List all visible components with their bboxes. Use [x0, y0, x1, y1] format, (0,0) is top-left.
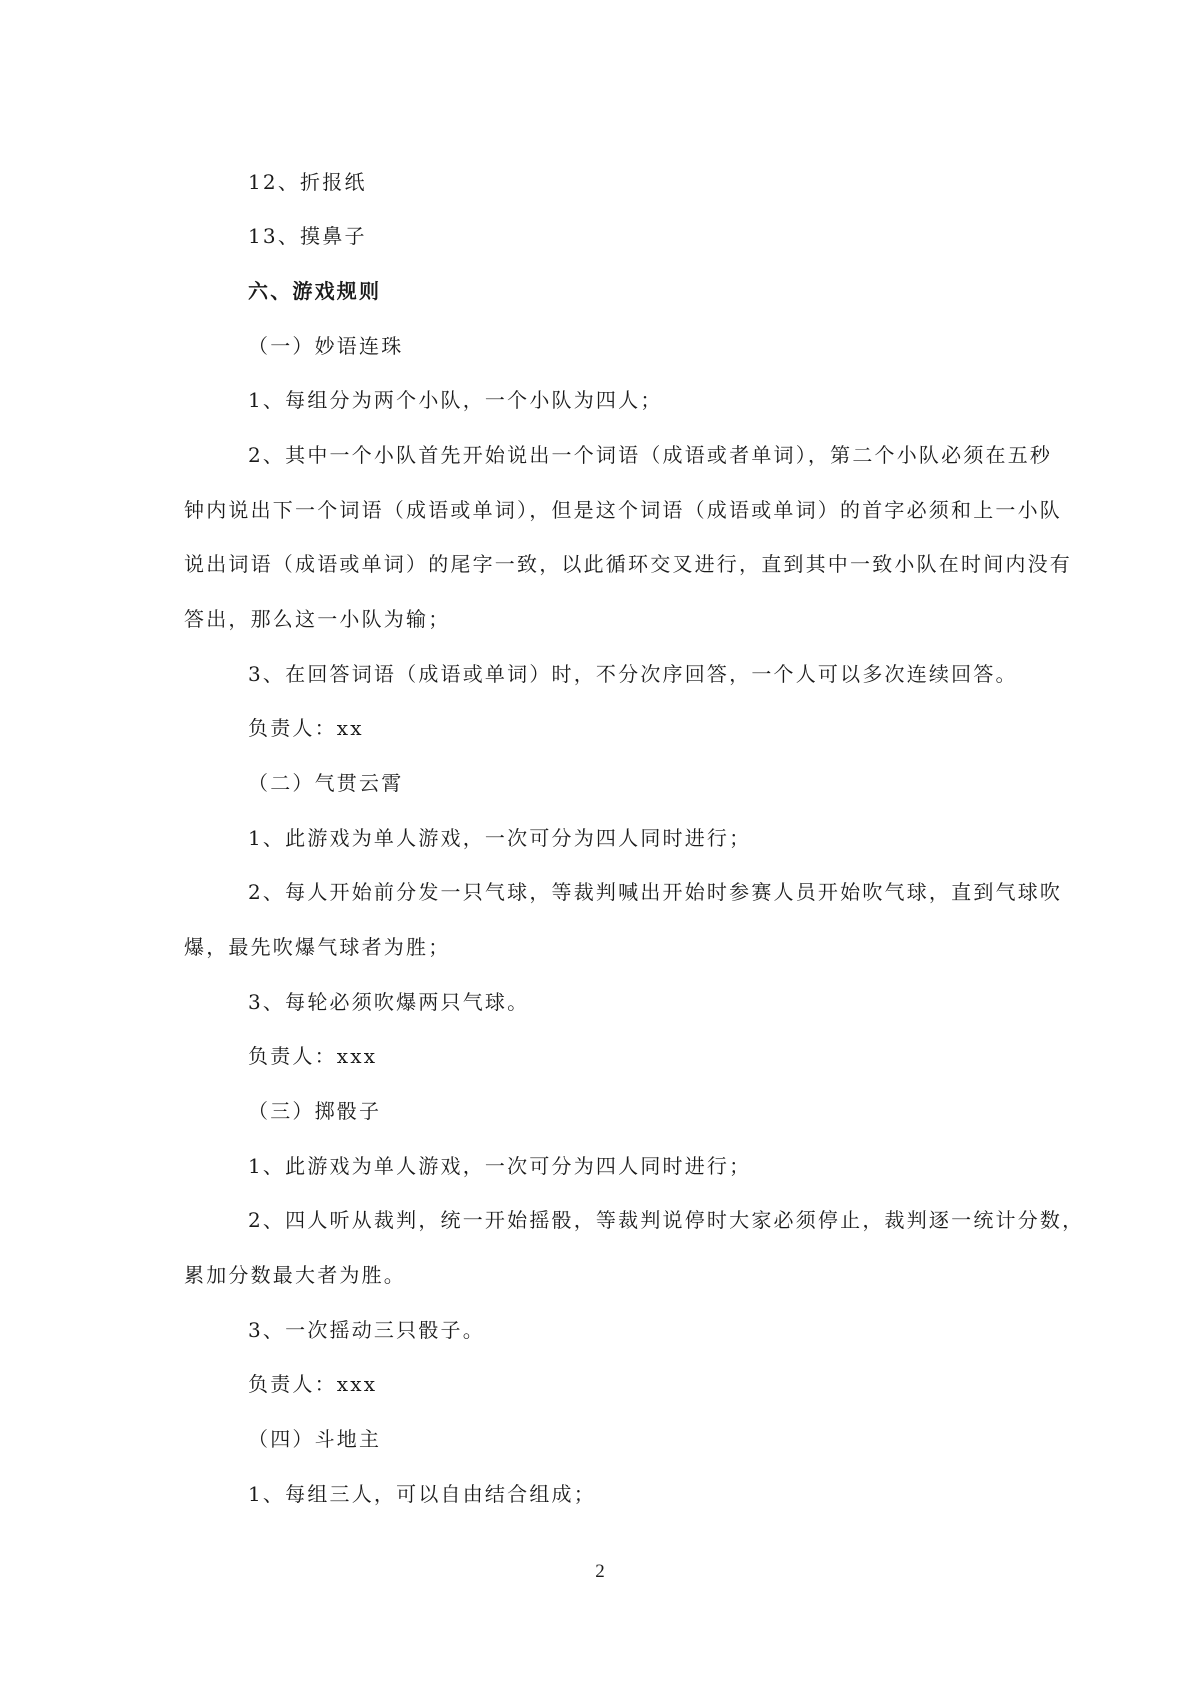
list-item-13: 13、摸鼻子 — [248, 224, 367, 248]
paragraph-line: 1、每组三人，可以自由结合组成； — [248, 1482, 596, 1506]
responsible-person: 负责人：xx — [248, 716, 364, 740]
paragraph-line: 3、一次摇动三只骰子。 — [248, 1318, 485, 1342]
paragraph-line: 2、四人听从裁判，统一开始摇骰，等裁判说停时大家必须停止，裁判逐一统计分数， — [248, 1208, 1085, 1232]
paragraph-line: 1、此游戏为单人游戏，一次可分为四人同时进行； — [248, 1154, 752, 1178]
page-number: 2 — [595, 1561, 605, 1582]
paragraph-line: 1、此游戏为单人游戏，一次可分为四人同时进行； — [248, 826, 752, 850]
paragraph-line: 答出，那么这一小队为输； — [184, 607, 451, 631]
responsible-person: 负责人：xxx — [248, 1044, 378, 1068]
list-item-12: 12、折报纸 — [248, 170, 367, 194]
subsection-heading: （三）掷骰子 — [248, 1099, 382, 1123]
paragraph-line: 3、在回答词语（成语或单词）时，不分次序回答，一个人可以多次连续回答。 — [248, 662, 1018, 686]
paragraph-line: 2、每人开始前分发一只气球，等裁判喊出开始时参赛人员开始吹气球，直到气球吹 — [248, 880, 1063, 904]
paragraph-line: 爆，最先吹爆气球者为胜； — [184, 935, 451, 959]
paragraph-line: 说出词语（成语或单词）的尾字一致，以此循环交叉进行，直到其中一致小队在时间内没有 — [184, 552, 1072, 576]
subsection-heading: （四）斗地主 — [248, 1427, 382, 1451]
paragraph-line: 1、每组分为两个小队，一个小队为四人； — [248, 388, 663, 412]
paragraph-line: 2、其中一个小队首先开始说出一个词语（成语或者单词），第二个小队必须在五秒 — [248, 443, 1053, 467]
paragraph-line: 3、每轮必须吹爆两只气球。 — [248, 990, 530, 1014]
paragraph-line: 累加分数最大者为胜。 — [184, 1263, 406, 1287]
subsection-heading: （一）妙语连珠 — [248, 334, 404, 358]
responsible-person: 负责人：xxx — [248, 1372, 378, 1396]
paragraph-line: 钟内说出下一个词语（成语或单词），但是这个词语（成语或单词）的首字必须和上一小队 — [184, 498, 1062, 522]
section-heading: 六、游戏规则 — [248, 279, 382, 303]
subsection-heading: （二）气贯云霄 — [248, 771, 404, 795]
